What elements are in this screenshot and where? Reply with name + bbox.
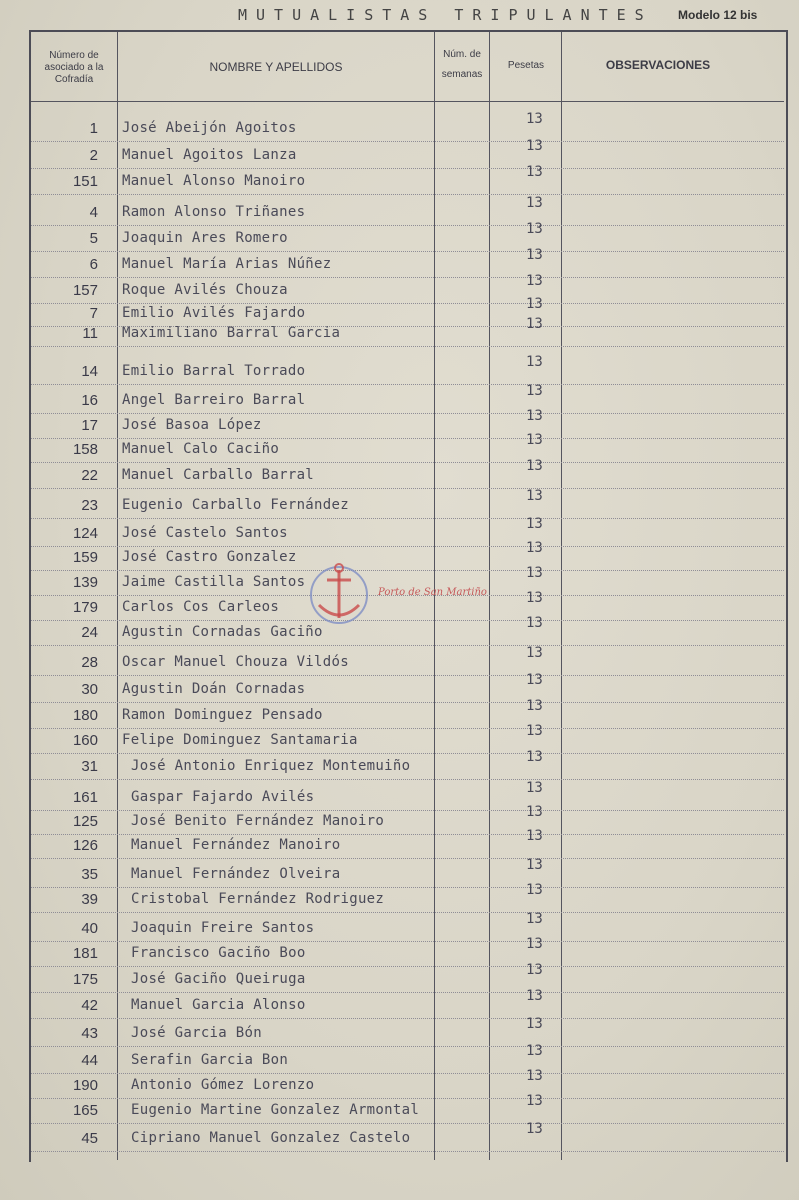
member-number: 16 [81,392,98,409]
member-name: Oscar Manuel Chouza Vildós [122,654,349,670]
pesetas-amount: 13 [526,164,543,180]
member-name: José Antonio Enriquez Montemuiño [131,758,411,774]
member-number: 14 [81,363,98,380]
pesetas-amount: 13 [526,488,543,504]
member-number: 43 [81,1025,98,1042]
row-rule [31,992,784,993]
member-name: Joaquin Freire Santos [131,920,315,936]
member-number: 44 [81,1052,98,1069]
member-name: José Garcia Bón [131,1025,262,1041]
header-rule [31,101,784,102]
pesetas-amount: 13 [526,516,543,532]
member-name: José Gaciño Queiruga [131,971,306,987]
member-name: José Benito Fernández Manoiro [131,813,385,829]
member-number: 1 [89,120,98,137]
member-name: José Castro Gonzalez [122,549,297,565]
column-divider [489,32,490,1160]
pesetas-amount: 13 [526,408,543,424]
row-rule [31,251,784,252]
member-number: 22 [81,467,98,484]
pesetas-amount: 13 [526,882,543,898]
member-number: 139 [72,574,98,591]
member-number: 30 [81,681,98,698]
pesetas-amount: 13 [526,565,543,581]
row-rule [31,1098,784,1099]
pesetas-amount: 13 [526,615,543,631]
column-header-name: NOMBRE Y APELLIDOS [209,60,343,74]
member-name: Emilio Barral Torrado [122,363,306,379]
pesetas-amount: 13 [526,828,543,844]
pesetas-amount: 13 [526,1093,543,1109]
member-name: Cipriano Manuel Gonzalez Castelo [131,1130,411,1146]
row-rule [31,728,784,729]
pesetas-amount: 13 [526,296,543,312]
row-rule [31,1018,784,1019]
member-number: 39 [81,891,98,908]
row-rule [31,779,784,780]
member-name: Manuel María Arias Núñez [122,256,332,272]
pesetas-amount: 13 [526,458,543,474]
row-rule [31,753,784,754]
row-rule [31,887,784,888]
member-number: 175 [72,971,98,988]
pesetas-amount: 13 [526,111,543,127]
member-number: 181 [72,945,98,962]
member-number: 28 [81,654,98,671]
row-rule [31,858,784,859]
member-number: 159 [72,549,98,566]
member-name: Manuel Garcia Alonso [131,997,306,1013]
row-rule [31,518,784,519]
member-name: Carlos Cos Carleos [122,599,280,615]
pesetas-amount: 13 [526,962,543,978]
row-rule [31,546,784,547]
member-number: 2 [89,147,98,164]
column-header-weeks: Núm. de semanas [441,49,483,80]
pesetas-amount: 13 [526,1043,543,1059]
member-number: 179 [72,599,98,616]
row-rule [31,462,784,463]
row-rule [31,1123,784,1124]
member-name: Manuel Calo Caciño [122,441,280,457]
member-name: Agustin Cornadas Gaciño [122,624,323,640]
member-number: 151 [72,173,98,190]
pesetas-amount: 13 [526,1068,543,1084]
pesetas-amount: 13 [526,195,543,211]
member-number: 190 [72,1077,98,1094]
member-name: Agustin Doán Cornadas [122,681,306,697]
member-name: Emilio Avilés Fajardo [122,305,306,321]
member-number: 157 [72,282,98,299]
member-name: Maximiliano Barral Garcia [122,325,341,341]
member-name: Roque Avilés Chouza [122,282,288,298]
row-rule [31,645,784,646]
row-rule [31,303,784,304]
member-number: 35 [81,866,98,883]
member-number: 6 [89,256,98,273]
pesetas-amount: 13 [526,383,543,399]
member-name: Manuel Fernández Manoiro [131,837,341,853]
row-rule [31,1046,784,1047]
row-rule [31,810,784,811]
row-rule [31,675,784,676]
member-number: 160 [72,732,98,749]
pesetas-amount: 13 [526,247,543,263]
member-number: 7 [89,305,98,322]
member-name: Manuel Alonso Manoiro [122,173,306,189]
member-name: Gaspar Fajardo Avilés [131,789,315,805]
member-name: Angel Barreiro Barral [122,392,306,408]
pesetas-amount: 13 [526,354,543,370]
pesetas-amount: 13 [526,911,543,927]
member-number: 124 [72,525,98,542]
member-name: Eugenio Martine Gonzalez Armontal [131,1102,420,1118]
member-name: Antonio Gómez Lorenzo [131,1077,315,1093]
member-number: 158 [72,441,98,458]
pesetas-amount: 13 [526,936,543,952]
row-rule [31,384,784,385]
row-rule [31,438,784,439]
member-name: Jaime Castilla Santos [122,574,306,590]
member-number: 126 [72,837,98,854]
pesetas-amount: 13 [526,273,543,289]
member-number: 161 [72,789,98,806]
row-rule [31,413,784,414]
pesetas-amount: 13 [526,221,543,237]
pesetas-amount: 13 [526,857,543,873]
member-number: 5 [89,230,98,247]
column-header-pesetas: Pesetas [507,60,545,71]
pesetas-amount: 13 [526,749,543,765]
pesetas-amount: 13 [526,988,543,1004]
column-divider [561,32,562,1160]
member-number: 11 [82,325,98,342]
member-number: 125 [72,813,98,830]
column-header-observations: OBSERVACIONES [605,58,711,72]
member-name: José Basoa López [122,417,262,433]
pesetas-amount: 13 [526,804,543,820]
row-rule [31,1151,784,1152]
member-name: Manuel Fernández Olveira [131,866,341,882]
member-number: 42 [81,997,98,1014]
member-name: Cristobal Fernández Rodriguez [131,891,385,907]
row-rule [31,702,784,703]
pesetas-amount: 13 [526,432,543,448]
member-name: Ramon Alonso Triñanes [122,204,306,220]
row-rule [31,912,784,913]
pesetas-amount: 13 [526,1121,543,1137]
row-rule [31,941,784,942]
pesetas-amount: 13 [526,723,543,739]
member-name: Ramon Dominguez Pensado [122,707,323,723]
pesetas-amount: 13 [526,672,543,688]
member-name: Joaquin Ares Romero [122,230,288,246]
member-name: Serafin Garcia Bon [131,1052,289,1068]
member-name: José Abeijón Agoitos [122,120,297,136]
pesetas-amount: 13 [526,316,543,332]
pesetas-amount: 13 [526,1016,543,1032]
member-number: 40 [81,920,98,937]
pesetas-amount: 13 [526,645,543,661]
row-rule [31,141,784,142]
stamp-text: Porto de San Martiño [378,587,487,598]
member-number: 23 [81,497,98,514]
member-number: 45 [81,1130,98,1147]
member-number: 4 [89,204,98,221]
pesetas-amount: 13 [526,590,543,606]
row-rule [31,346,784,347]
pesetas-amount: 13 [526,780,543,796]
row-rule [31,966,784,967]
row-rule [31,277,784,278]
member-number: 31 [81,758,98,775]
column-divider [117,32,118,1160]
member-number: 17 [81,417,98,434]
member-name: Eugenio Carballo Fernández [122,497,349,513]
pesetas-amount: 13 [526,138,543,154]
member-number: 24 [81,624,98,641]
member-number: 165 [72,1102,98,1119]
form-title: MUTUALISTAS TRIPULANTES [238,6,653,24]
row-rule [31,1073,784,1074]
row-rule [31,168,784,169]
member-name: Felipe Dominguez Santamaria [122,732,358,748]
member-name: Manuel Carballo Barral [122,467,315,483]
member-name: Manuel Agoitos Lanza [122,147,297,163]
pesetas-amount: 13 [526,540,543,556]
column-header-number: Número de asociado a la Cofradía [44,50,104,85]
pesetas-amount: 13 [526,698,543,714]
row-rule [31,488,784,489]
row-rule [31,834,784,835]
model-label: Modelo 12 bis [678,8,758,22]
member-name: Francisco Gaciño Boo [131,945,306,961]
row-rule [31,225,784,226]
member-number: 180 [72,707,98,724]
member-name: José Castelo Santos [122,525,288,541]
row-rule [31,194,784,195]
